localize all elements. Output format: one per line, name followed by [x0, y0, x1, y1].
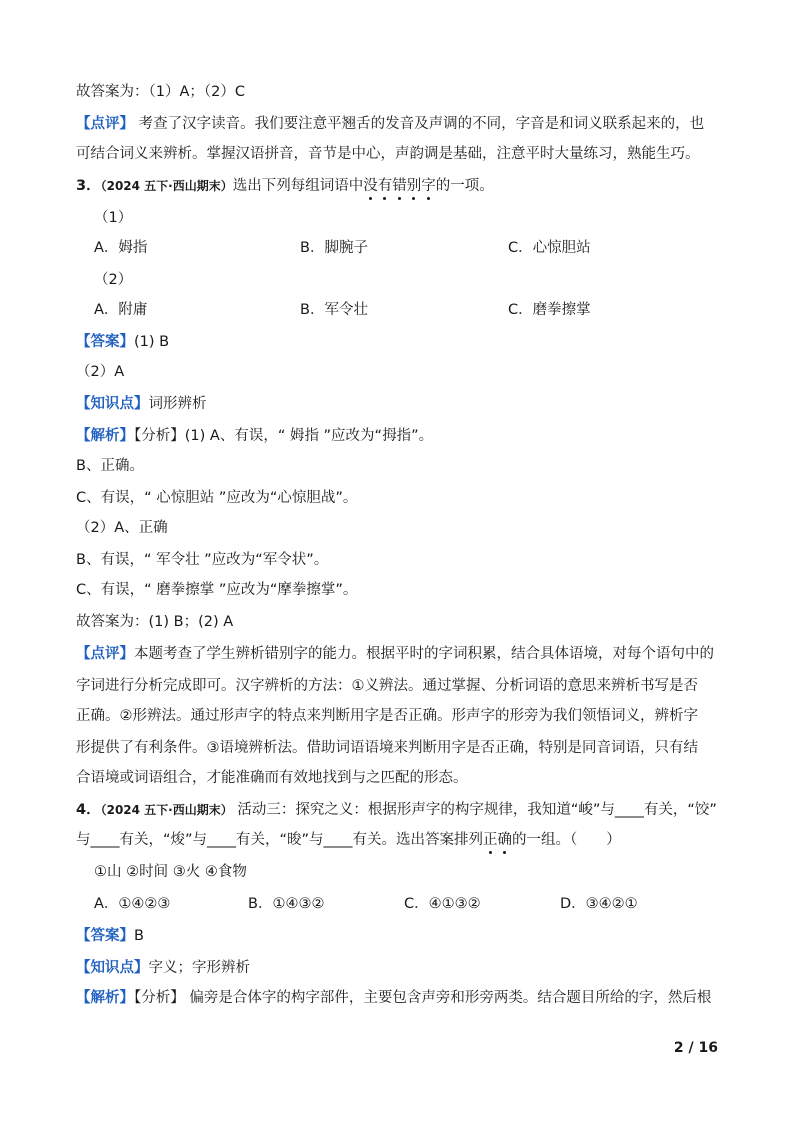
analysis-line-2: B、正确。	[76, 458, 144, 474]
option-1a: A．姆指	[94, 240, 148, 256]
option-2a: A．附庸	[94, 302, 148, 318]
option-4c: C．④①③②	[404, 896, 481, 912]
analysis-tag: 【解析】	[76, 428, 134, 444]
comment-line-1	[76, 114, 704, 134]
question-text-end: 的一项。	[435, 178, 494, 194]
answer-text: (1) B	[134, 334, 170, 350]
option-4a: A．①④②③	[94, 896, 171, 912]
analysis-line-7: 故答案为：(1) B；(2) A	[76, 614, 234, 630]
option-2c: C．磨拳擦掌	[508, 302, 591, 318]
analysis-line-4: （2）A、正确	[76, 520, 168, 536]
question-4-number: 4．	[76, 802, 101, 818]
option-2b: B．军令壮	[300, 302, 368, 318]
knowledge-tag: 【知识点】	[76, 396, 149, 412]
option-4d: D．③④②①	[560, 896, 638, 912]
comment-text: 考查了汉字读音。我们要注意平翘舌的发音及声调的不同，字音是和词义联系起来的，也	[134, 116, 705, 132]
answer-line-2: （2）A	[76, 364, 125, 380]
question-number: 3．	[76, 178, 101, 194]
analysis-line-5: B、有误，“ 军令壮 ”应改为“军令状”。	[76, 552, 329, 568]
option-4b: B．①④③②	[248, 896, 325, 912]
question-4-text-2: 与____有关，“焌”与____有关，“晙”与____有关。选出答案排列	[76, 832, 484, 848]
review-line-2: 字词进行分析完成即可。汉字辨析的方法：①义辨法。通过掌握、分析词语的意思来辨析书写是否	[76, 678, 698, 694]
review-line-4: 形提供了有利条件。③语境辨析法。借助词语语境来判断用字是否正确，特别是同音词语，只有结	[76, 740, 698, 756]
analysis-4-tag: 【解析】	[76, 990, 134, 1006]
answer-line-prev: 故答案为：（1）A；（2）C	[76, 84, 245, 100]
review-line-1	[76, 644, 714, 664]
knowledge-4-tag: 【知识点】	[76, 960, 149, 976]
comment-line-2: 可结合词义来辨析。掌握汉语拼音，音节是中心，声韵调是基础，注意平时大量练习，熟能生巧。	[76, 146, 700, 162]
review-tag: 【点评】	[76, 646, 134, 662]
sub-question-2: （2）	[94, 272, 133, 288]
sub-question-1: （1）	[94, 210, 133, 226]
knowledge-4-text: 字义；字形辨析	[148, 960, 250, 976]
question-4-text: 活动三：探究之义：根据形声字的构字规律，我知道“峻”与____有关，“饺”	[232, 802, 717, 818]
question-4-emphasis: 正确	[483, 832, 513, 848]
knowledge-4-line	[76, 958, 250, 978]
option-1c: C．心惊胆站	[508, 240, 591, 256]
answer-line	[76, 332, 169, 352]
knowledge-text: 词形辨析	[148, 396, 207, 412]
review-line-5: 合语境或词语组合，才能准确而有效地找到与之匹配的形态。	[76, 770, 468, 786]
analysis-line-3: C、有误，“ 心惊胆站 ”应改为“心惊胆战”。	[76, 490, 358, 506]
analysis-4-line	[76, 988, 711, 1008]
question-4-stem	[76, 800, 717, 820]
analysis-line-6: C、有误，“ 磨拳擦掌 ”应改为“摩拳擦掌”。	[76, 582, 358, 598]
question-3-stem	[76, 176, 494, 196]
comment-tag: 【点评】	[76, 116, 134, 132]
answer-4-line	[76, 926, 144, 946]
knowledge-line	[76, 394, 207, 414]
analysis-line-1	[76, 426, 433, 446]
question-text: 选出下列每组词语中	[232, 178, 364, 194]
question-4-items: ①山 ②时间 ③火 ④食物	[94, 864, 247, 880]
review-text: 本题考查了学生辨析错别字的能力。根据平时的字词积累，结合具体语境，对每个语句中的	[134, 646, 714, 662]
question-4-text-3: 的一组。（ ）	[512, 832, 621, 848]
analysis-4-text: 【分析】 偏旁是合体字的构字部件，主要包含声旁和形旁两类。结合题目所给的字，然后根	[134, 990, 712, 1006]
answer-4-text: B	[134, 928, 144, 944]
review-line-3: 正确。②形辨法。通过形声字的特点来判断用字是否正确。形声字的形旁为我们领悟词义，辨析字	[76, 708, 698, 724]
question-4-stem-2	[76, 830, 621, 850]
question-source: （2024 五下·西山期末）	[100, 179, 233, 193]
emphasis-text: 没有错别字	[363, 178, 436, 194]
answer-tag: 【答案】	[76, 334, 134, 350]
analysis-text: 【分析】(1) A、有误，“ 姆指 ”应改为“拇指”。	[134, 428, 434, 444]
page-number: 2 / 16	[673, 1040, 718, 1056]
question-4-source: （2024 五下·西山期末）	[100, 803, 233, 817]
answer-4-tag: 【答案】	[76, 928, 134, 944]
option-1b: B．脚腕子	[300, 240, 368, 256]
